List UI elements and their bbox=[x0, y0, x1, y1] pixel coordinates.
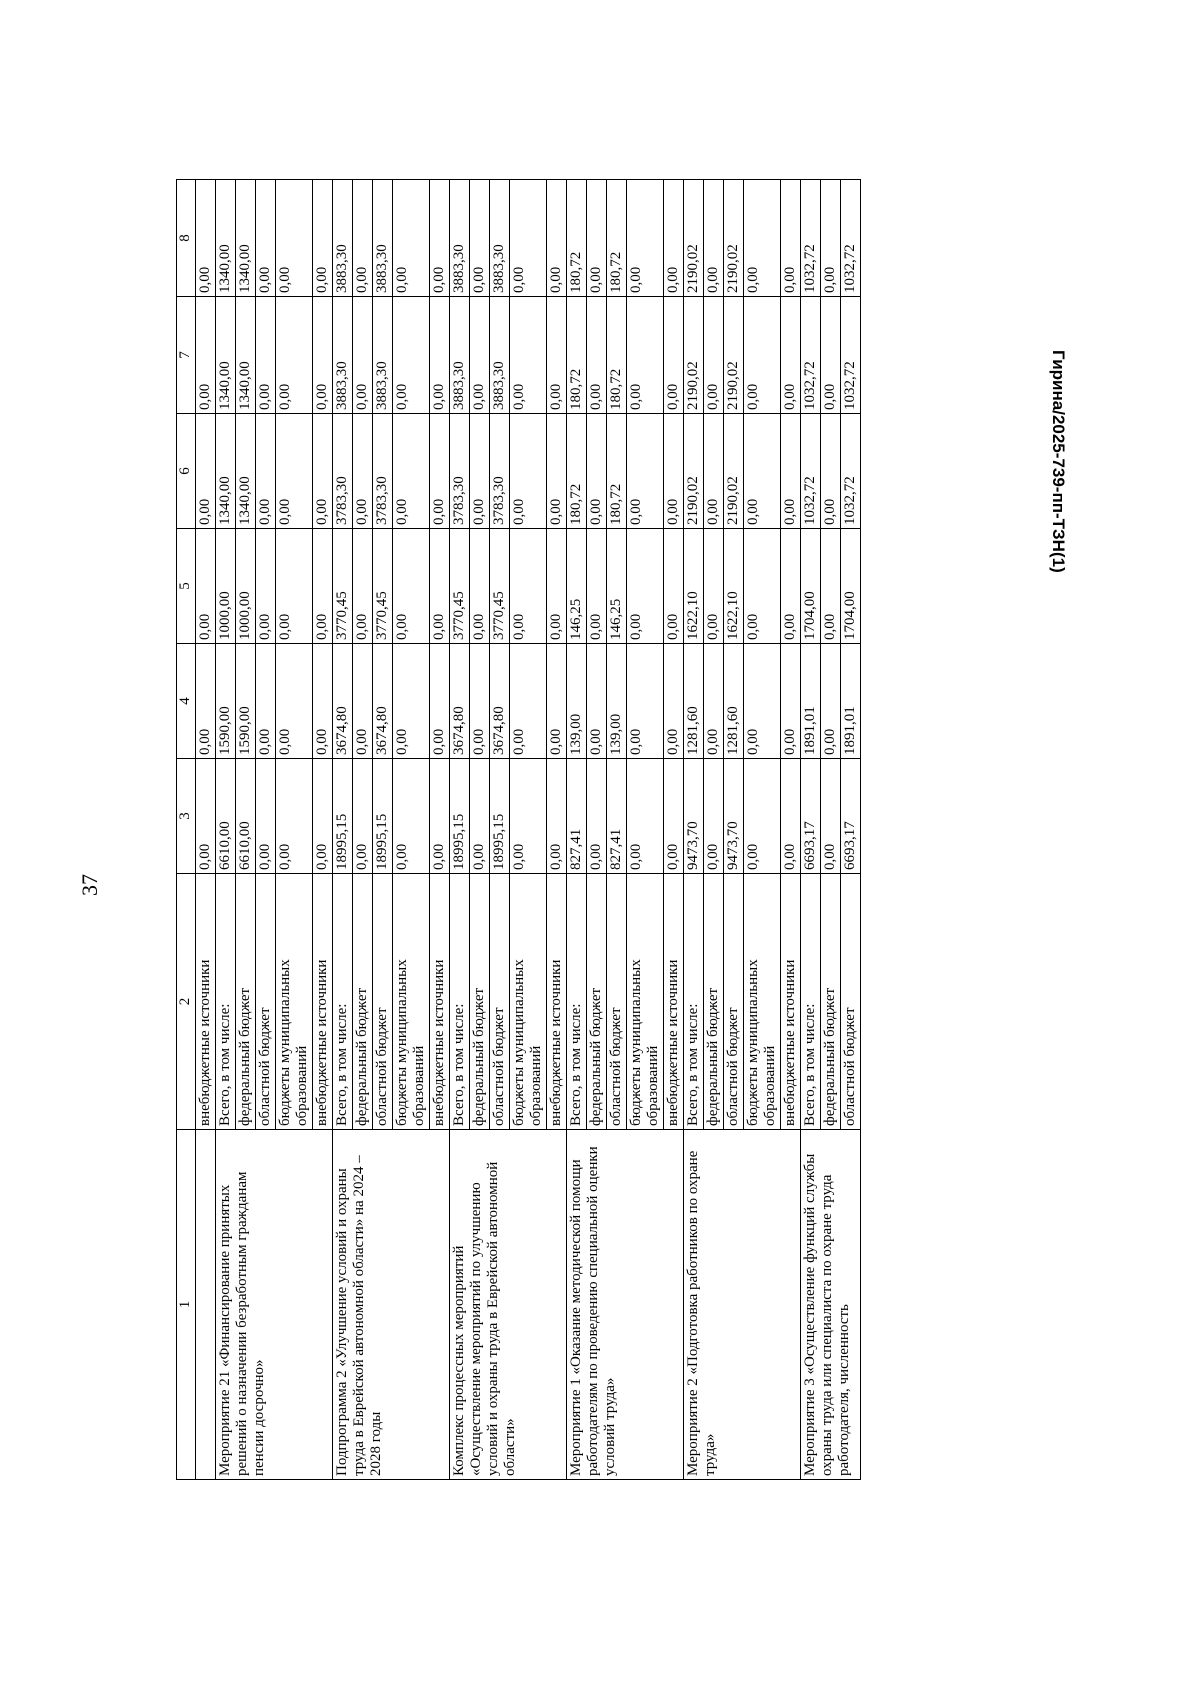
amount-cell: 3770,45 bbox=[490, 529, 510, 644]
amount-cell: 0,00 bbox=[627, 529, 664, 644]
funding-source: федеральный бюджет bbox=[587, 874, 607, 1130]
amount-cell: 0,00 bbox=[353, 644, 373, 759]
amount-cell: 0,00 bbox=[393, 297, 430, 414]
amount-cell: 0,00 bbox=[353, 529, 373, 644]
funding-source: областной бюджет bbox=[841, 874, 861, 1130]
amount-cell: 3883,30 bbox=[490, 297, 510, 414]
activity-name: Мероприятие 3 «Осуществление функций службы охраны труда или специалиста по охране труда работодателя, численность bbox=[801, 1130, 861, 1480]
amount-cell: 0,00 bbox=[587, 180, 607, 297]
amount-cell: 0,00 bbox=[781, 644, 801, 759]
amount-cell: 3770,45 bbox=[450, 529, 470, 644]
amount-cell: 0,00 bbox=[587, 297, 607, 414]
funding-source: внебюджетные источники bbox=[196, 874, 216, 1130]
amount-cell: 0,00 bbox=[353, 297, 373, 414]
funding-source: областной бюджет bbox=[490, 874, 510, 1130]
amount-cell: 0,00 bbox=[256, 759, 276, 874]
amount-cell: 0,00 bbox=[744, 414, 781, 529]
amount-cell: 18995,15 bbox=[490, 759, 510, 874]
amount-cell: 0,00 bbox=[313, 414, 333, 529]
amount-cell: 3783,30 bbox=[333, 414, 353, 529]
amount-cell: 0,00 bbox=[587, 414, 607, 529]
amount-cell: 6693,17 bbox=[841, 759, 861, 874]
amount-cell: 0,00 bbox=[276, 297, 313, 414]
funding-source: внебюджетные источники bbox=[664, 874, 684, 1130]
funding-source: внебюджетные источники bbox=[781, 874, 801, 1130]
amount-cell: 1032,72 bbox=[801, 297, 821, 414]
amount-cell: 1704,00 bbox=[841, 529, 861, 644]
funding-source: областной бюджет bbox=[607, 874, 627, 1130]
amount-cell: 0,00 bbox=[256, 644, 276, 759]
activity-name: Мероприятие 21 «Финансирование принятых решений о назначении безработным гражданам пенсии досрочно» bbox=[216, 1130, 333, 1480]
funding-source: Всего, в том числе: bbox=[684, 874, 704, 1130]
amount-cell: 1281,60 bbox=[724, 644, 744, 759]
amount-cell: 0,00 bbox=[587, 529, 607, 644]
amount-cell: 0,00 bbox=[547, 529, 567, 644]
amount-cell: 0,00 bbox=[353, 180, 373, 297]
amount-cell: 3770,45 bbox=[333, 529, 353, 644]
amount-cell: 1032,72 bbox=[841, 297, 861, 414]
amount-cell: 0,00 bbox=[470, 759, 490, 874]
amount-cell: 3883,30 bbox=[333, 297, 353, 414]
amount-cell: 0,00 bbox=[256, 529, 276, 644]
amount-cell: 1704,00 bbox=[801, 529, 821, 644]
amount-cell: 0,00 bbox=[510, 759, 547, 874]
amount-cell: 3674,80 bbox=[490, 644, 510, 759]
amount-cell: 0,00 bbox=[276, 529, 313, 644]
amount-cell: 0,00 bbox=[313, 297, 333, 414]
amount-cell: 0,00 bbox=[313, 759, 333, 874]
amount-cell: 6610,00 bbox=[216, 759, 236, 874]
amount-cell: 0,00 bbox=[196, 644, 216, 759]
amount-cell: 0,00 bbox=[781, 297, 801, 414]
amount-cell: 0,00 bbox=[744, 529, 781, 644]
column-header: 6 bbox=[177, 414, 196, 529]
amount-cell: 0,00 bbox=[470, 414, 490, 529]
amount-cell: 0,00 bbox=[821, 644, 841, 759]
funding-source: бюджеты муниципальных образований bbox=[744, 874, 781, 1130]
column-header: 2 bbox=[177, 874, 196, 1130]
amount-cell: 0,00 bbox=[470, 180, 490, 297]
amount-cell: 0,00 bbox=[821, 297, 841, 414]
amount-cell: 0,00 bbox=[276, 759, 313, 874]
amount-cell: 0,00 bbox=[313, 644, 333, 759]
amount-cell: 0,00 bbox=[256, 414, 276, 529]
amount-cell: 18995,15 bbox=[450, 759, 470, 874]
funding-source: бюджеты муниципальных образований bbox=[393, 874, 430, 1130]
funding-source: бюджеты муниципальных образований bbox=[510, 874, 547, 1130]
amount-cell: 146,25 bbox=[567, 529, 587, 644]
amount-cell: 0,00 bbox=[781, 414, 801, 529]
amount-cell: 180,72 bbox=[567, 180, 587, 297]
amount-cell: 1891,01 bbox=[801, 644, 821, 759]
amount-cell: 0,00 bbox=[470, 644, 490, 759]
amount-cell: 0,00 bbox=[821, 180, 841, 297]
table-row bbox=[450, 180, 470, 1480]
amount-cell: 146,25 bbox=[607, 529, 627, 644]
amount-cell: 0,00 bbox=[587, 644, 607, 759]
budget-table-container bbox=[176, 180, 1034, 1480]
amount-cell: 827,41 bbox=[567, 759, 587, 874]
amount-cell: 0,00 bbox=[313, 180, 333, 297]
table-row bbox=[216, 180, 236, 1480]
amount-cell: 0,00 bbox=[627, 180, 664, 297]
amount-cell: 0,00 bbox=[510, 414, 547, 529]
amount-cell: 0,00 bbox=[256, 180, 276, 297]
amount-cell: 3883,30 bbox=[373, 297, 393, 414]
amount-cell: 1340,00 bbox=[216, 297, 236, 414]
amount-cell: 0,00 bbox=[704, 297, 724, 414]
amount-cell: 2190,02 bbox=[684, 180, 704, 297]
amount-cell: 0,00 bbox=[276, 644, 313, 759]
amount-cell: 139,00 bbox=[567, 644, 587, 759]
document-code: Гирина/2025-739-пп-ТЗН(1) bbox=[1049, 350, 1068, 573]
amount-cell: 0,00 bbox=[821, 529, 841, 644]
amount-cell: 1032,72 bbox=[801, 414, 821, 529]
amount-cell: 0,00 bbox=[470, 529, 490, 644]
amount-cell: 0,00 bbox=[353, 414, 373, 529]
amount-cell: 0,00 bbox=[547, 297, 567, 414]
amount-cell: 0,00 bbox=[704, 759, 724, 874]
page-number: 37 bbox=[77, 874, 102, 896]
table-row bbox=[196, 180, 216, 1480]
amount-cell: 0,00 bbox=[196, 414, 216, 529]
amount-cell: 827,41 bbox=[607, 759, 627, 874]
amount-cell: 1622,10 bbox=[684, 529, 704, 644]
column-header: 3 bbox=[177, 759, 196, 874]
amount-cell: 1032,72 bbox=[801, 180, 821, 297]
amount-cell: 0,00 bbox=[704, 180, 724, 297]
budget-table bbox=[176, 179, 861, 1480]
activity-name: Комплекс процессных мероприятий «Осуществление мероприятий по улучшению условий и охраны труда в Еврейской автономной области» bbox=[450, 1130, 567, 1480]
amount-cell: 0,00 bbox=[704, 529, 724, 644]
amount-cell: 18995,15 bbox=[333, 759, 353, 874]
amount-cell: 2190,02 bbox=[724, 414, 744, 529]
funding-source: Всего, в том числе: bbox=[216, 874, 236, 1130]
column-header: 7 bbox=[177, 297, 196, 414]
amount-cell: 0,00 bbox=[393, 180, 430, 297]
table-row bbox=[801, 180, 821, 1480]
funding-source: областной бюджет bbox=[256, 874, 276, 1130]
activity-name: Мероприятие 2 «Подготовка работников по охране труда» bbox=[684, 1130, 801, 1480]
table-body bbox=[196, 180, 861, 1480]
amount-cell: 0,00 bbox=[744, 297, 781, 414]
amount-cell: 139,00 bbox=[607, 644, 627, 759]
amount-cell: 3783,30 bbox=[450, 414, 470, 529]
amount-cell: 0,00 bbox=[393, 414, 430, 529]
amount-cell: 3883,30 bbox=[450, 297, 470, 414]
amount-cell: 0,00 bbox=[704, 644, 724, 759]
amount-cell: 1000,00 bbox=[216, 529, 236, 644]
amount-cell: 0,00 bbox=[196, 529, 216, 644]
amount-cell: 1590,00 bbox=[216, 644, 236, 759]
amount-cell: 1281,60 bbox=[684, 644, 704, 759]
activity-name: Мероприятие 1 «Оказание методической помощи работодателям по проведению специальной оценки условий труда» bbox=[567, 1130, 684, 1480]
amount-cell: 1340,00 bbox=[236, 180, 256, 297]
amount-cell: 0,00 bbox=[627, 297, 664, 414]
amount-cell: 0,00 bbox=[664, 644, 684, 759]
amount-cell: 0,00 bbox=[430, 414, 450, 529]
amount-cell: 3883,30 bbox=[450, 180, 470, 297]
amount-cell: 0,00 bbox=[627, 644, 664, 759]
amount-cell: 0,00 bbox=[470, 297, 490, 414]
amount-cell: 2190,02 bbox=[684, 297, 704, 414]
amount-cell: 0,00 bbox=[430, 297, 450, 414]
amount-cell: 180,72 bbox=[567, 414, 587, 529]
amount-cell: 0,00 bbox=[313, 529, 333, 644]
amount-cell: 0,00 bbox=[744, 644, 781, 759]
amount-cell: 1340,00 bbox=[236, 297, 256, 414]
amount-cell: 2190,02 bbox=[724, 297, 744, 414]
amount-cell: 0,00 bbox=[664, 414, 684, 529]
amount-cell: 0,00 bbox=[430, 759, 450, 874]
amount-cell: 3770,45 bbox=[373, 529, 393, 644]
table-row bbox=[684, 180, 704, 1480]
amount-cell: 3674,80 bbox=[450, 644, 470, 759]
amount-cell: 0,00 bbox=[256, 297, 276, 414]
amount-cell: 0,00 bbox=[704, 414, 724, 529]
amount-cell: 0,00 bbox=[781, 529, 801, 644]
amount-cell: 0,00 bbox=[664, 759, 684, 874]
amount-cell: 3883,30 bbox=[333, 180, 353, 297]
amount-cell: 180,72 bbox=[607, 414, 627, 529]
amount-cell: 18995,15 bbox=[373, 759, 393, 874]
amount-cell: 0,00 bbox=[510, 529, 547, 644]
amount-cell: 180,72 bbox=[607, 180, 627, 297]
amount-cell: 1891,01 bbox=[841, 644, 861, 759]
amount-cell: 1340,00 bbox=[216, 180, 236, 297]
funding-source: федеральный бюджет bbox=[704, 874, 724, 1130]
funding-source: внебюджетные источники bbox=[547, 874, 567, 1130]
amount-cell: 0,00 bbox=[547, 759, 567, 874]
column-header: 4 bbox=[177, 644, 196, 759]
amount-cell: 0,00 bbox=[821, 759, 841, 874]
amount-cell: 180,72 bbox=[567, 297, 587, 414]
amount-cell: 0,00 bbox=[821, 414, 841, 529]
funding-source: федеральный бюджет bbox=[821, 874, 841, 1130]
funding-source: областной бюджет bbox=[373, 874, 393, 1130]
amount-cell: 1590,00 bbox=[236, 644, 256, 759]
amount-cell: 0,00 bbox=[430, 644, 450, 759]
amount-cell: 0,00 bbox=[393, 759, 430, 874]
amount-cell: 0,00 bbox=[196, 297, 216, 414]
amount-cell: 0,00 bbox=[744, 759, 781, 874]
amount-cell: 0,00 bbox=[430, 180, 450, 297]
amount-cell: 1622,10 bbox=[724, 529, 744, 644]
funding-source: федеральный бюджет bbox=[470, 874, 490, 1130]
amount-cell: 0,00 bbox=[627, 414, 664, 529]
amount-cell: 0,00 bbox=[547, 180, 567, 297]
funding-source: внебюджетные источники bbox=[430, 874, 450, 1130]
amount-cell: 3674,80 bbox=[373, 644, 393, 759]
funding-source: федеральный бюджет bbox=[236, 874, 256, 1130]
funding-source: Всего, в том числе: bbox=[801, 874, 821, 1130]
amount-cell: 3783,30 bbox=[373, 414, 393, 529]
funding-source: бюджеты муниципальных образований bbox=[276, 874, 313, 1130]
column-header: 5 bbox=[177, 529, 196, 644]
amount-cell: 0,00 bbox=[276, 180, 313, 297]
amount-cell: 0,00 bbox=[664, 529, 684, 644]
amount-cell: 0,00 bbox=[196, 180, 216, 297]
activity-name bbox=[196, 1130, 216, 1480]
amount-cell: 0,00 bbox=[510, 644, 547, 759]
header-row bbox=[177, 180, 196, 1480]
amount-cell: 1340,00 bbox=[236, 414, 256, 529]
funding-source: бюджеты муниципальных образований bbox=[627, 874, 664, 1130]
amount-cell: 3674,80 bbox=[333, 644, 353, 759]
amount-cell: 6693,17 bbox=[801, 759, 821, 874]
amount-cell: 0,00 bbox=[276, 414, 313, 529]
amount-cell: 2190,02 bbox=[684, 414, 704, 529]
amount-cell: 1340,00 bbox=[216, 414, 236, 529]
amount-cell: 0,00 bbox=[510, 297, 547, 414]
amount-cell: 9473,70 bbox=[684, 759, 704, 874]
funding-source: Всего, в том числе: bbox=[333, 874, 353, 1130]
amount-cell: 0,00 bbox=[744, 180, 781, 297]
amount-cell: 0,00 bbox=[781, 180, 801, 297]
column-header: 1 bbox=[177, 1130, 196, 1480]
amount-cell: 2190,02 bbox=[724, 180, 744, 297]
funding-source: внебюджетные источники bbox=[313, 874, 333, 1130]
amount-cell: 0,00 bbox=[627, 759, 664, 874]
amount-cell: 0,00 bbox=[547, 414, 567, 529]
amount-cell: 0,00 bbox=[587, 759, 607, 874]
amount-cell: 6610,00 bbox=[236, 759, 256, 874]
column-header: 8 bbox=[177, 180, 196, 297]
amount-cell: 0,00 bbox=[547, 644, 567, 759]
amount-cell: 180,72 bbox=[607, 297, 627, 414]
amount-cell: 1000,00 bbox=[236, 529, 256, 644]
funding-source: Всего, в том числе: bbox=[567, 874, 587, 1130]
funding-source: Всего, в том числе: bbox=[450, 874, 470, 1130]
amount-cell: 0,00 bbox=[510, 180, 547, 297]
amount-cell: 0,00 bbox=[393, 644, 430, 759]
amount-cell: 0,00 bbox=[353, 759, 373, 874]
amount-cell: 0,00 bbox=[393, 529, 430, 644]
amount-cell: 3883,30 bbox=[490, 180, 510, 297]
amount-cell: 0,00 bbox=[196, 759, 216, 874]
amount-cell: 3883,30 bbox=[373, 180, 393, 297]
funding-source: областной бюджет bbox=[724, 874, 744, 1130]
amount-cell: 0,00 bbox=[430, 529, 450, 644]
amount-cell: 0,00 bbox=[664, 180, 684, 297]
table-row bbox=[333, 180, 353, 1480]
amount-cell: 0,00 bbox=[781, 759, 801, 874]
funding-source: федеральный бюджет bbox=[353, 874, 373, 1130]
amount-cell: 3783,30 bbox=[490, 414, 510, 529]
activity-name: Подпрограмма 2 «Улучшение условий и охраны труда в Еврейской автономной области» на 2024 – 2028 годы bbox=[333, 1130, 450, 1480]
amount-cell: 0,00 bbox=[664, 297, 684, 414]
amount-cell: 9473,70 bbox=[724, 759, 744, 874]
table-row bbox=[567, 180, 587, 1480]
amount-cell: 1032,72 bbox=[841, 180, 861, 297]
amount-cell: 1032,72 bbox=[841, 414, 861, 529]
